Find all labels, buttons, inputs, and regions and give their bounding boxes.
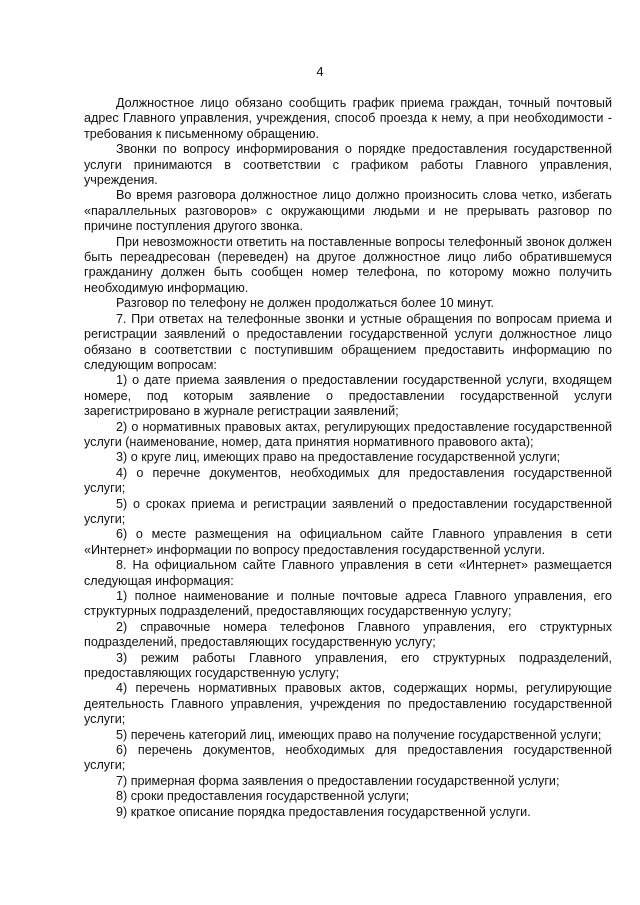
document-body — [84, 96, 612, 820]
paragraph-3: Во время разговора должностное лицо должно произносить слова четко, избегать «параллельных разговоров» с окружающими людьми и не прерывать разговор по причине поступления другого звонка. — [84, 188, 612, 234]
list-item-7-2: 2) о нормативных правовых актах, регулирующих предоставление государственной услуги (наименование, номер, дата принятия нормативного правового акта); — [84, 419, 612, 449]
list-item-8-1: 1) полное наименование и полные почтовые адреса Главного управления, его структурных подразделений, предоставляющих государственную услугу; — [84, 589, 612, 619]
list-item-7-4: 4) о перечне документов, необходимых для предоставления государственной услуги; — [84, 465, 612, 496]
paragraph-2: Звонки по вопросу информирования о порядке предоставления государственной услуги принимаются в соответствии с графиком работы Главного управления, учреждения. — [84, 142, 612, 188]
paragraph-1: Должностное лицо обязано сообщить график приема граждан, точный почтовый адрес Главного управления, учреждения, способ проезда к нему, а при необходимости - требования к письменному обращению. — [84, 96, 612, 141]
list-item-7-1: 1) о дате приема заявления о предоставлении государственной услуги, входящем номере, под которым заявление о предоставлении государственной услуги зарегистрировано в журнале регистрации заявлений; — [84, 373, 612, 419]
list-item-7-3: 3) о круге лиц, имеющих право на предоставление государственной услуги; — [116, 450, 561, 465]
list-item-7-6: 6) о месте размещения на официальном сайте Главного управления в сети «Интернет» информации по вопросу предоставления государственной услуги. — [84, 527, 612, 557]
list-item-8-5: 5) перечень категорий лиц, имеющих право на получение государственной услуги; — [116, 727, 602, 742]
list-item-8-3: 3) режим работы Главного управления, его структурных подразделений, предоставляющих государственную услугу; — [84, 650, 612, 681]
list-item-7-5: 5) о сроках приема и регистрации заявлений о предоставлении государственной услуги; — [84, 496, 612, 526]
list-item-8-7: 7) примерная форма заявления о предоставлении государственной услуги; — [116, 773, 560, 788]
paragraph-5: Разговор по телефону не должен продолжаться более 10 минут. — [116, 296, 494, 311]
paragraph-4: При невозможности ответить на поставленные вопросы телефонный звонок должен быть переадресован (переведен) на другое должностное лицо либо обратившемуся гражданину должен быть сообщен номер телефона, по которому можно получить необходимую информацию. — [84, 234, 612, 295]
list-item-8-9: 9) краткое описание порядка предоставления государственной услуги. — [116, 804, 531, 819]
list-item-8-2: 2) справочные номера телефонов Главного управления, его структурных подразделений, предоставляющих государственную услугу; — [84, 619, 612, 650]
list-item-8-8: 8) сроки предоставления государственной услуги; — [116, 789, 410, 804]
list-item-8-6: 6) перечень документов, необходимых для предоставления государственной услуги; — [84, 743, 612, 773]
page-number: 4 — [316, 64, 324, 79]
paragraph-8: 8. На официальном сайте Главного управления в сети «Интернет» размещается следующая информация: — [84, 558, 612, 588]
list-item-8-4: 4) перечень нормативных правовых актов, содержащих нормы, регулирующие деятельность Главного управления, учреждения по предоставлению государственной услуги; — [84, 681, 612, 727]
paragraph-6: 7. При ответах на телефонные звонки и устные обращения по вопросам приема и регистрации заявлений о предоставлении государственной услуги должностное лицо обязано в соответствии с поступившим обращением предоставить информацию по следующим вопросам: — [84, 311, 612, 372]
